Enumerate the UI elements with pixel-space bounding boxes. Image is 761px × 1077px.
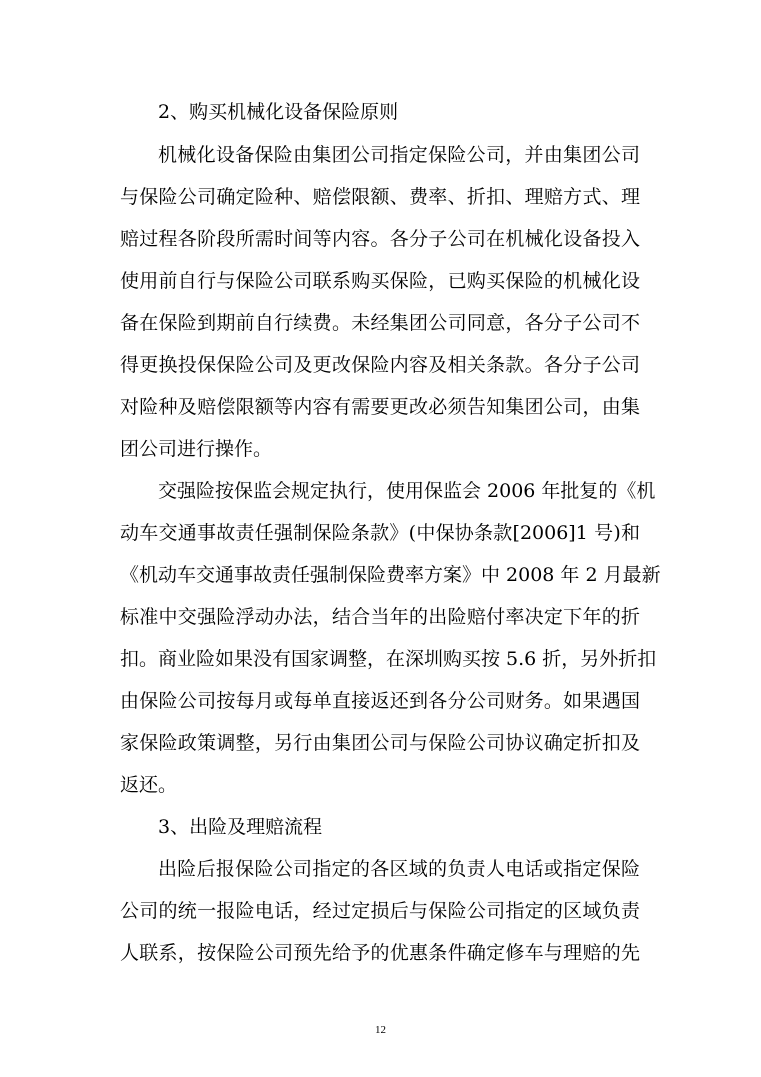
paragraph-line: 家保险政策调整，另行由集团公司与保险公司协议确定折扣及	[120, 732, 640, 754]
paragraph-line: 返还。	[120, 774, 178, 796]
paragraph-line: 人联系，按保险公司预先给予的优惠条件确定修车与理赔的先	[120, 942, 640, 964]
paragraph-line: 标准中交强险浮动办法，结合当年的出险赔付率决定下年的折	[120, 606, 640, 628]
paragraph-line: 与保险公司确定险种、赔偿限额、费率、折扣、理赔方式、理	[120, 186, 640, 208]
paragraph-line: 赔过程各阶段所需时间等内容。各分子公司在机械化设备投入	[120, 228, 640, 250]
paragraph-line: 对险种及赔偿限额等内容有需要更改必须告知集团公司，由集	[120, 396, 640, 418]
paragraph-line: 动车交通事故责任强制保险条款》(中保协条款[2006]1 号)和	[120, 522, 640, 544]
paragraph-line: 机械化设备保险由集团公司指定保险公司，并由集团公司	[158, 144, 640, 166]
paragraph-line: 备在保险到期前自行续费。未经集团公司同意，各分子公司不	[120, 312, 640, 334]
paragraph-line: 公司的统一报险电话，经过定损后与保险公司指定的区域负责	[120, 900, 640, 922]
section-2-heading: 2、购买机械化设备保险原则	[158, 101, 399, 123]
paragraph-line: 由保险公司按每月或每单直接返还到各分公司财务。如果遇国	[120, 690, 640, 712]
paragraph-line: 扣。商业险如果没有国家调整，在深圳购买按 5.6 折，另外折扣	[120, 648, 657, 670]
paragraph-line: 得更换投保保险公司及更改保险内容及相关条款。各分子公司	[120, 354, 640, 376]
section-3-heading: 3、出险及理赔流程	[158, 816, 323, 838]
paragraph-line: 《机动车交通事故责任强制保险费率方案》中 2008 年 2 月最新	[120, 564, 661, 586]
paragraph-line: 使用前自行与保险公司联系购买保险，已购买保险的机械化设	[120, 270, 640, 292]
paragraph-line: 团公司进行操作。	[120, 438, 273, 460]
page-number: 12	[375, 1024, 386, 1036]
paragraph-line: 交强险按保监会规定执行，使用保监会 2006 年批复的《机	[158, 480, 656, 502]
paragraph-line: 出险后报保险公司指定的各区域的负责人电话或指定保险	[158, 858, 640, 880]
